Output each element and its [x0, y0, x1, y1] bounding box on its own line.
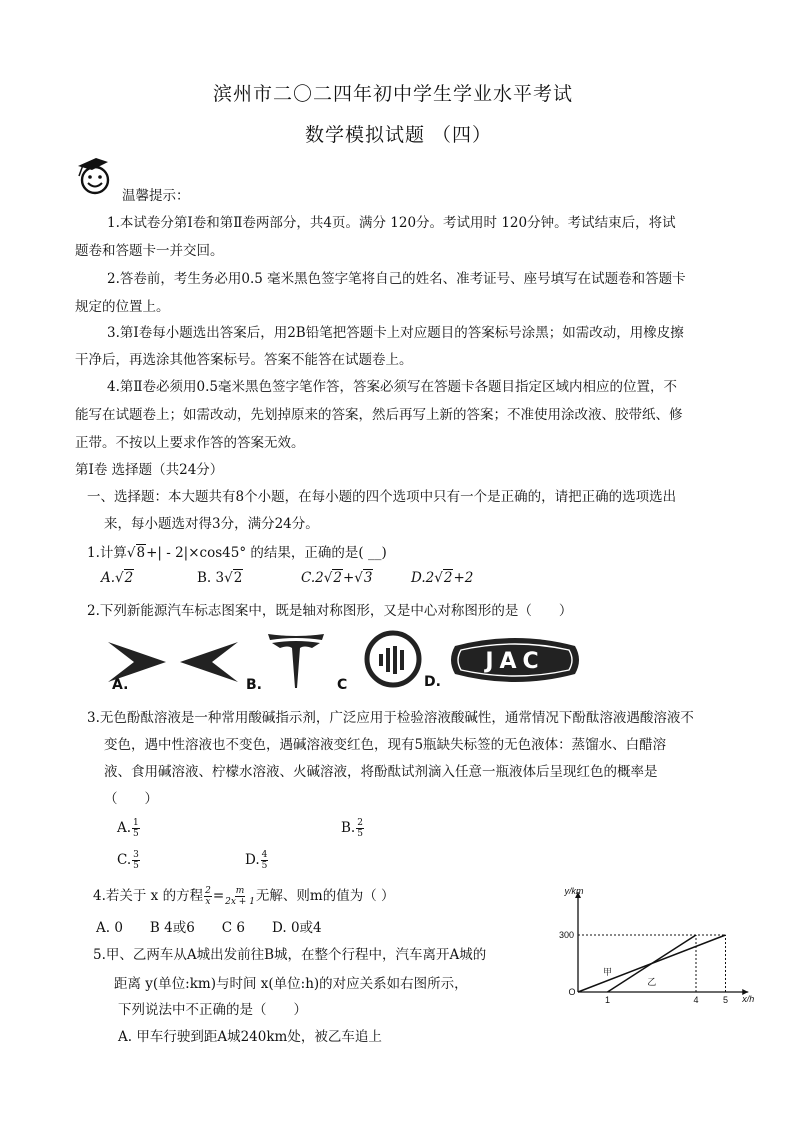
q3-option-b: B. $\frac{2}{5}$	[341, 818, 363, 839]
notice-item-4b: 能写在试题卷上；如需改动，先划掉原来的答案，然后再写上新的答案；不准使用涂改液、胶带纸、修	[75, 407, 683, 423]
q3-option-c: C. $\frac{3}{5}$	[117, 850, 139, 871]
x-tick-label-2: 5	[722, 995, 729, 1005]
question-5-stem-b: 距离 y(单位:km)与时间 x(单位:h)的对应关系如右图所示，	[114, 976, 468, 992]
notice-item-2a: 2.答卷前，考生务必用0.5 毫米黑色签字笔将自己的姓名、准考证号、座号填写在试题卷和答题卡	[107, 271, 686, 287]
notice-item-4c: 正带。不按以上要求作答的答案无效。	[75, 435, 305, 451]
question-5-stem-c: 下列说法中不正确的是（ ）	[118, 1002, 307, 1018]
series-label-0: 甲	[602, 967, 613, 977]
section-instructions-b: 来，每小题选对得3分，满分24分。	[104, 516, 319, 532]
q2-label-b: B.	[246, 677, 262, 693]
question-2-stem: 2.下列新能源汽车标志图案中，既是轴对称图形，又是中心对称图形的是（ ）	[87, 603, 573, 619]
logo-b-icon	[268, 634, 324, 688]
notice-item-3b: 干净后，再选涂其他答案标号。答案不能答在试题卷上。	[75, 352, 413, 368]
q1-option-d: D.2√2+2	[411, 570, 474, 586]
notice-item-3a: 3.第Ⅰ卷每小题选出答案后，用2B铅笔把答题卡上对应题目的答案标号涂黑；如需改动，用橡皮擦	[107, 325, 684, 341]
origin-label: O	[568, 987, 576, 997]
question-5-stem-a: 5.甲、乙两车从A城出发前往B城，在整个行程中，汽车离开A城的	[93, 947, 487, 963]
x-axis-label: x/h	[742, 994, 755, 1004]
question-3-stem-d: （ ）	[104, 791, 158, 807]
section-instructions-a: 一、选择题：本大题共有8个小题，在每小题的四个选项中只有一个是正确的，请把正确的选项选出	[87, 489, 677, 505]
notice-item-4a: 4.第Ⅱ卷必须用0.5毫米黑色签字笔作答，答案必须写在答题卡各题目指定区域内相应的位置，不	[107, 379, 678, 395]
series-label-1: 乙	[647, 976, 657, 987]
y-axis-label: y/km	[564, 886, 584, 896]
q3-option-a: A. $\frac{1}{5}$	[117, 818, 139, 839]
q2-label-a: A.	[112, 677, 129, 693]
question-4-stem: 4.若关于 x 的方程 $\frac{2}{x}$ = $\frac{m}{2x + 1}$ 无解、则m的值为（ ）	[93, 886, 395, 907]
notice-item-1a: 1.本试卷分第Ⅰ卷和第Ⅱ卷两部分，共4页。满分 120分。考试用时 120分钟。考试结束后，将试	[107, 215, 676, 231]
q1-option-a: A.√2	[101, 570, 134, 586]
q1-option-b: B. 3√2	[197, 570, 243, 586]
notice-item-2b: 规定的位置上。	[75, 299, 170, 315]
smiley-graduate-icon	[76, 156, 112, 196]
question-3-stem-a: 3.无色酚酞溶液是一种常用酸碱指示剂，广泛应用于检验溶液酸碱性，通常情况下酚酞溶液遇酸溶液不	[87, 710, 694, 726]
question-1-stem: 1.计算√8+| - 2|×cos45° 的结果，正确的是( __)	[87, 545, 387, 561]
x-tick-label-0: 1	[604, 995, 611, 1005]
q2-label-d: D.	[424, 674, 441, 690]
notice-item-1b: 题卷和答题卡一并交回。	[75, 243, 224, 259]
x-tick-label-1: 4	[693, 995, 699, 1005]
question-3-stem-b: 变色，遇中性溶液也不变色，遇碱溶液变红色，现有5瓶缺失标签的无色液体：蒸馏水、白醋溶	[104, 737, 667, 753]
page-subtitle: 数学模拟试题 （四）	[305, 124, 493, 146]
logo-d-text: JAC	[485, 649, 545, 674]
distance-time-chart	[540, 880, 755, 1010]
logo-d-icon	[449, 636, 581, 684]
notice-heading: 温馨提示：	[122, 188, 190, 204]
page-title: 滨州市二〇二四年初中学生学业水平考试	[213, 83, 574, 105]
q2-label-c: C	[337, 677, 348, 693]
y-tick-label-0: 300	[558, 930, 574, 940]
q4-options: A. 0 B 4或6 C 6 D. 0或4	[96, 920, 322, 936]
logo-c-icon	[364, 630, 422, 688]
q1-option-c: C.2√2+√3	[301, 570, 373, 586]
q5-option-a: A. 甲车行驶到距A城240km处，被乙车追上	[118, 1029, 382, 1045]
section-heading: 第Ⅰ卷 选择题（共24分）	[75, 462, 224, 478]
question-3-stem-c: 液、食用碱溶液、柠檬水溶液、火碱溶液，将酚酞试剂滴入任意一瓶液体后呈现红色的概率是	[104, 764, 658, 780]
q3-option-d: D. $\frac{4}{5}$	[245, 850, 268, 871]
